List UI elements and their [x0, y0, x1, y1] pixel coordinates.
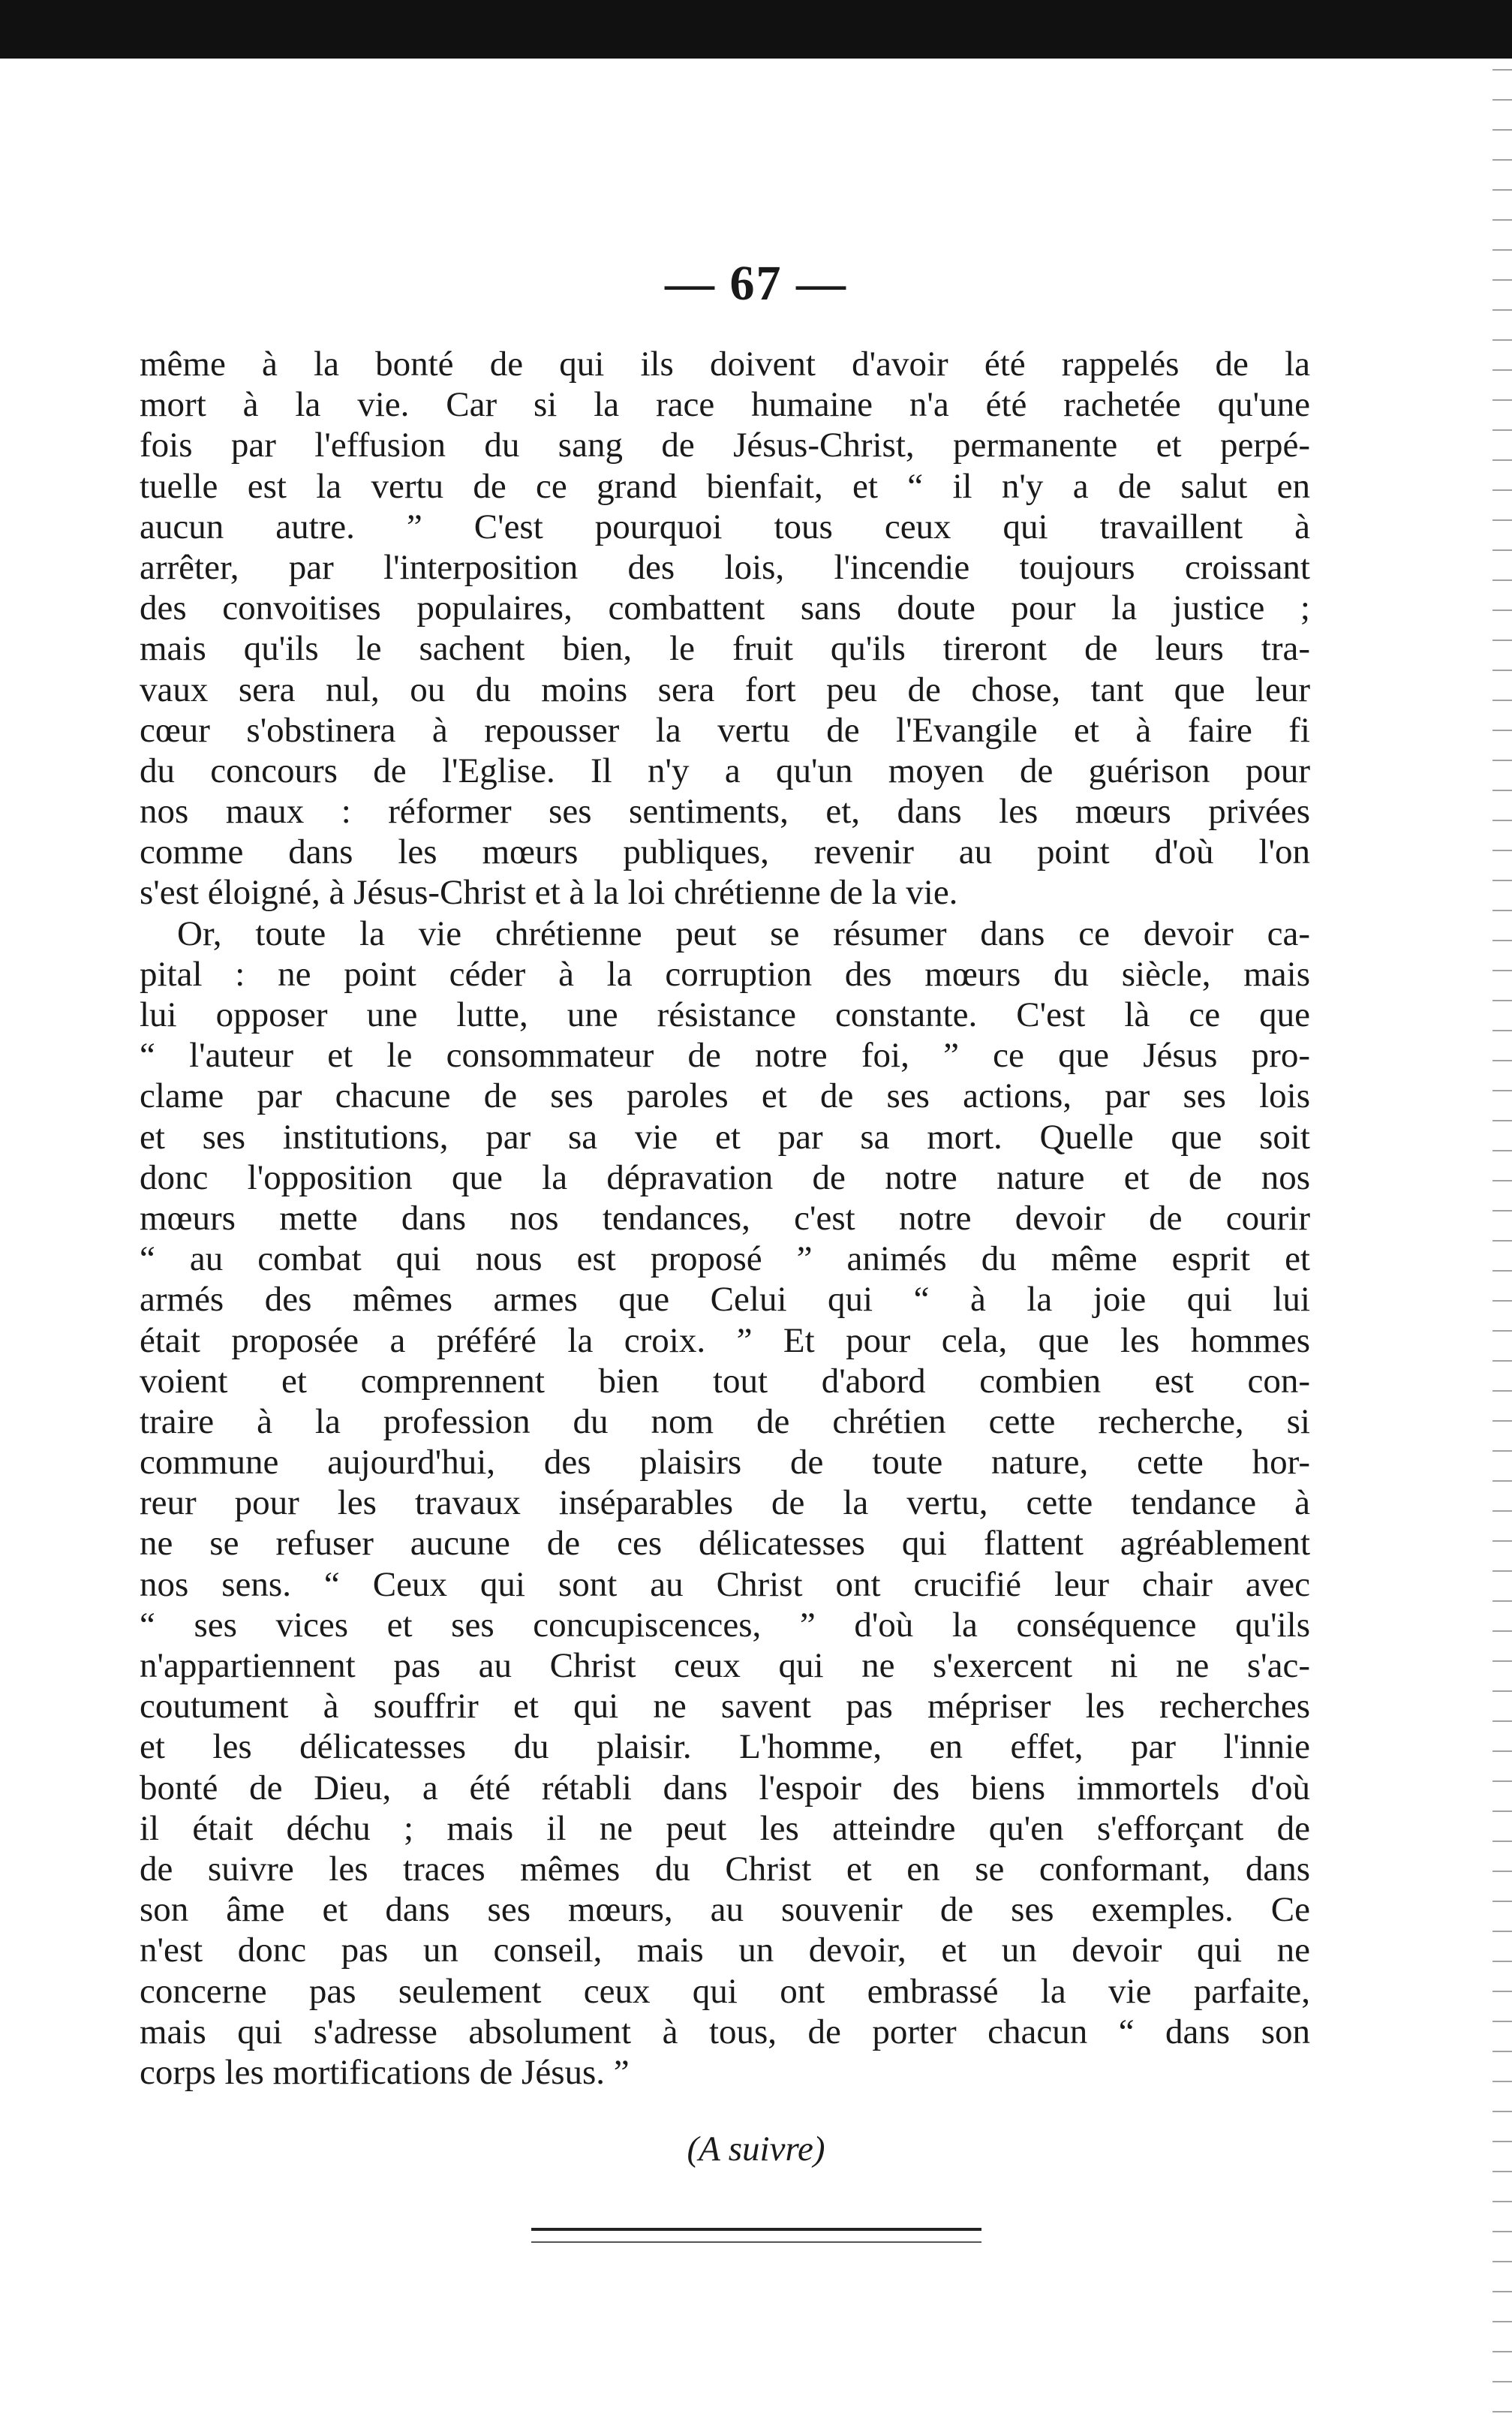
text-line: fois par l'effusion du sang de Jésus-Christ, permanente et perpé-	[140, 426, 1310, 465]
text-line: coutument à souffrir et qui ne savent pas mépriser les recherches	[140, 1687, 1310, 1726]
scan-top-border	[0, 0, 1512, 59]
text-line: comme dans les mœurs publiques, revenir au point d'où l'on	[140, 832, 1310, 872]
text-line: vaux sera nul, ou du moins sera fort peu de chose, tant que leur	[140, 670, 1310, 709]
text-line: voient et comprennent bien tout d'abord combien est con-	[140, 1361, 1310, 1401]
body-text	[140, 344, 1310, 2093]
text-line: même à la bonté de qui ils doivent d'avoir été rappelés de la	[140, 345, 1310, 384]
text-line: il était déchu ; mais il ne peut les atteindre qu'en s'efforçant de	[140, 1808, 1310, 1848]
text-line: reur pour les travaux inséparables de la vertu, cette tendance à	[140, 1483, 1310, 1523]
text-line: armés des mêmes armes que Celui qui “ à la joie qui lui	[140, 1280, 1310, 1320]
text-line: arrêter, par l'interposition des lois, l'incendie toujours croissant	[140, 547, 1310, 587]
closing-rule-thin	[531, 2241, 981, 2243]
text-line: n'est donc pas un conseil, mais un devoir, et un devoir qui ne	[140, 1931, 1310, 1970]
text-line: son âme et dans ses mœurs, au souvenir de ses exemples. Ce	[140, 1890, 1310, 1930]
text-line: “ l'auteur et le consommateur de notre foi, ” ce que Jésus pro-	[140, 1036, 1310, 1076]
text-line: pital : ne point céder à la corruption des mœurs du siècle, mais	[140, 954, 1310, 994]
closing-rule	[531, 2228, 981, 2231]
text-line: tuelle est la vertu de ce grand bienfait, et “ il n'y a de salut en	[140, 466, 1310, 506]
text-line: du concours de l'Eglise. Il n'y a qu'un moyen de guérison pour	[140, 751, 1310, 790]
text-line: des convoitises populaires, combattent sans doute pour la justice ;	[140, 588, 1310, 628]
text-line: et les délicatesses du plaisir. L'homme, en effet, par l'innie	[140, 1727, 1310, 1767]
text-line: de suivre les traces mêmes du Christ et en se conformant, dans	[140, 1849, 1310, 1889]
text-line: “ ses vices et ses concupiscences, ” d'où la conséquence qu'ils	[140, 1605, 1310, 1645]
text-line: donc l'opposition que la dépravation de notre nature et de nos	[140, 1157, 1310, 1197]
text-line: était proposée a préféré la croix. ” Et pour cela, que les hommes	[140, 1320, 1310, 1360]
text-line: nos maux : réformer ses sentiments, et, dans les mœurs privées	[140, 792, 1310, 832]
text-line: mais qu'ils le sachent bien, le fruit qu'ils tireront de leurs tra-	[140, 629, 1310, 669]
text-line: mœurs mette dans nos tendances, c'est notre devoir de courir	[140, 1198, 1310, 1238]
text-line: bonté de Dieu, a été rétabli dans l'espoir des biens immortels d'où	[140, 1768, 1310, 1807]
text-line: aucun autre. ” C'est pourquoi tous ceux qui travaillent à	[140, 507, 1310, 546]
text-line: lui opposer une lutte, une résistance constante. C'est là ce que	[140, 995, 1310, 1034]
text-line: clame par chacune de ses paroles et de ses actions, par ses lois	[140, 1076, 1310, 1116]
text-line: mort à la vie. Car si la race humaine n'a été rachetée qu'une	[140, 385, 1310, 425]
text-line: traire à la profession du nom de chrétien cette recherche, si	[140, 1401, 1310, 1441]
text-line: ne se refuser aucune de ces délicatesses qui flattent agréablement	[140, 1524, 1310, 1564]
page-number: — 67 —	[665, 256, 847, 311]
continuation-note: (A suivre)	[687, 2129, 825, 2169]
text-line: et ses institutions, par sa vie et par sa mort. Quelle que soit	[140, 1117, 1310, 1157]
text-line: Or, toute la vie chrétienne peut se résumer dans ce devoir ca-	[177, 914, 1310, 953]
text-line: corps les mortifications de Jésus. ”	[140, 2052, 630, 2092]
text-line: s'est éloigné, à Jésus-Christ et à la loi chrétienne de la vie.	[140, 873, 958, 913]
text-line: n'appartiennent pas au Christ ceux qui ne s'exercent ni ne s'ac-	[140, 1646, 1310, 1685]
text-line: commune aujourd'hui, des plaisirs de toute nature, cette hor-	[140, 1443, 1310, 1482]
text-line: “ au combat qui nous est proposé ” animés du même esprit et	[140, 1239, 1310, 1279]
text-line: nos sens. “ Ceux qui sont au Christ ont crucifié leur chair avec	[140, 1564, 1310, 1604]
scan-right-edge	[1492, 59, 1512, 2435]
text-line: mais qui s'adresse absolument à tous, de porter chacun “ dans son	[140, 2012, 1310, 2051]
text-line: cœur s'obstinera à repousser la vertu de l'Evangile et à faire fi	[140, 710, 1310, 750]
text-line: concerne pas seulement ceux qui ont embrassé la vie parfaite,	[140, 1971, 1310, 2011]
